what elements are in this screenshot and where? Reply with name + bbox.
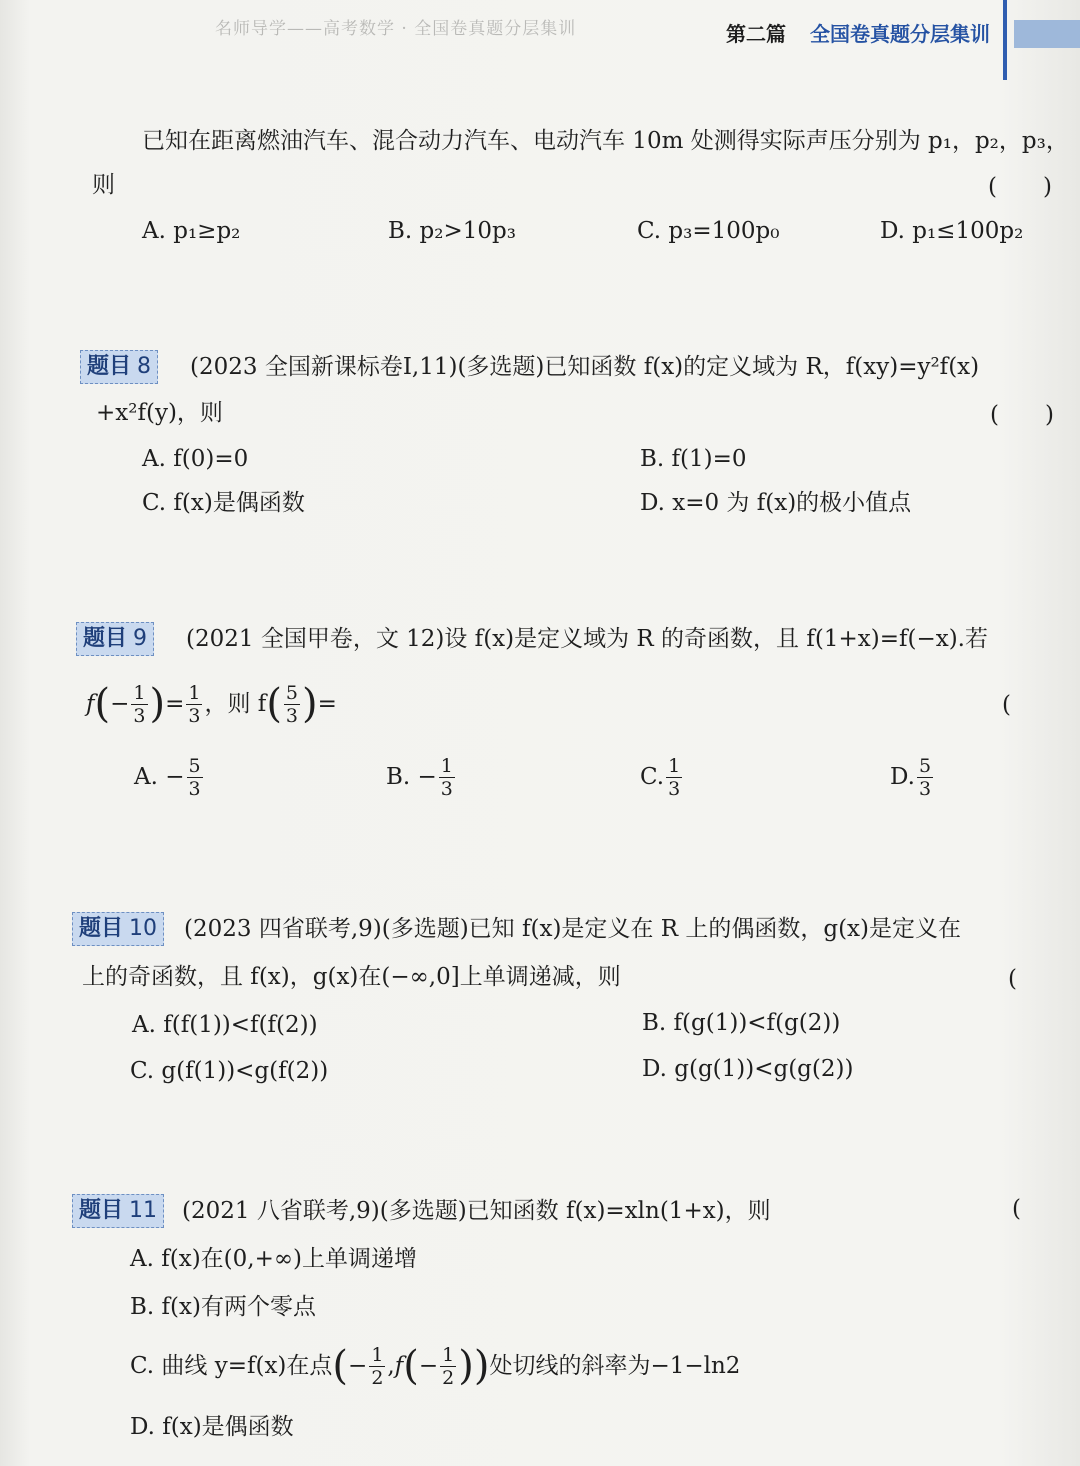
q8-option-d: D. x=0 为 f(x)的极小值点 bbox=[640, 490, 912, 516]
q7-answer-paren: ( ) bbox=[988, 174, 1052, 200]
q8-number: 8 bbox=[137, 354, 152, 379]
q11-c-comma: , bbox=[387, 1353, 395, 1379]
q10-label-box bbox=[72, 912, 164, 946]
q11-c-rparen-outer: ) bbox=[473, 1343, 490, 1389]
q7-stem-line1: 已知在距离燃油汽车、混合动力汽车、电动汽车 10m 处测得实际声压分别为 p₁，p₂，p₃， bbox=[142, 128, 1069, 154]
q9-then: ，则 f bbox=[204, 691, 267, 717]
q9-rparen2: ) bbox=[302, 681, 318, 727]
q7-option-c: C. p₃=100p₀ bbox=[637, 218, 780, 244]
q10-option-b: B. f(g(1))<f(g(2)) bbox=[642, 1010, 841, 1036]
q11-option-a: A. f(x)在(0,+∞)上单调递增 bbox=[130, 1246, 417, 1272]
q11-c-lparen-outer: ( bbox=[332, 1343, 349, 1389]
q9-option-a-label: A. − bbox=[134, 764, 185, 790]
q10-stem-line1: (2023 四省联考,9)(多选题)已知 f(x)是定义在 R 上的偶函数，g(x)是定义在 bbox=[184, 916, 962, 942]
q11-option-d: D. f(x)是偶函数 bbox=[130, 1414, 294, 1440]
q10-stem-line2: 上的奇函数，且 f(x)，g(x)在(−∞,0]上单调递减，则 bbox=[82, 964, 621, 990]
q11-c-f: f bbox=[394, 1353, 404, 1379]
q11-label: 题目 bbox=[79, 1198, 124, 1223]
q11-c-frac-half-b bbox=[440, 1344, 456, 1389]
q9-option-d-label: D. bbox=[890, 764, 915, 790]
q11-stem-line1: (2021 八省联考,9)(多选题)已知函数 f(x)=xln(1+x)，则 bbox=[182, 1198, 771, 1224]
q11-option-b: B. f(x)有两个零点 bbox=[130, 1294, 316, 1320]
q8-label: 题目 bbox=[87, 354, 132, 379]
q7-option-a: A. p₁≥p₂ bbox=[142, 218, 241, 244]
q9-option-a bbox=[134, 752, 205, 802]
q11-number: 11 bbox=[129, 1198, 158, 1223]
header-rule bbox=[1003, 0, 1007, 80]
q9-f1: f bbox=[86, 691, 95, 717]
frac-den: 3 bbox=[188, 777, 201, 800]
q8-option-b: B. f(1)=0 bbox=[640, 446, 747, 472]
frac-den: 3 bbox=[133, 704, 146, 727]
frac-den: 3 bbox=[668, 777, 681, 800]
frac-num: 1 bbox=[668, 754, 681, 777]
frac-num: 1 bbox=[440, 754, 453, 777]
q10-label: 题目 bbox=[79, 916, 124, 941]
q7-option-b: B. p₂>10p₃ bbox=[388, 218, 516, 244]
q11-label-box bbox=[72, 1194, 164, 1228]
q9-eq2: = bbox=[317, 691, 337, 717]
q9-option-c-label: C. bbox=[640, 764, 665, 790]
frac-den: 3 bbox=[918, 777, 932, 800]
bleed-through-header: 名师导学——高考数学 · 全国卷真题分层集训 bbox=[215, 19, 577, 39]
q9-eq1: = bbox=[165, 691, 185, 717]
q9-frac-five-thirds bbox=[284, 682, 300, 727]
frac-den: 3 bbox=[285, 704, 299, 727]
frac-den: 3 bbox=[440, 777, 453, 800]
q8-option-c: C. f(x)是偶函数 bbox=[142, 490, 305, 516]
q8-stem-line1: (2023 全国新课标卷Ⅰ,11)(多选题)已知函数 f(x)的定义域为 R，f(xy)=y²f(x) bbox=[190, 354, 980, 380]
frac-num: 1 bbox=[442, 1343, 455, 1366]
q9-lparen2: ( bbox=[266, 681, 282, 727]
q9-option-c bbox=[640, 752, 684, 802]
q9-stem-line2 bbox=[86, 676, 337, 732]
q10-number: 10 bbox=[129, 916, 158, 941]
q11-c-minus2: − bbox=[418, 1353, 439, 1379]
frac-den: 3 bbox=[188, 704, 201, 727]
frac-num: 1 bbox=[188, 681, 201, 704]
q11-c-frac-half-a bbox=[369, 1344, 385, 1389]
q10-option-d: D. g(g(1))<g(g(2)) bbox=[642, 1056, 854, 1082]
q9-rparen1: ) bbox=[149, 681, 166, 727]
q11-c-lparen-inner: ( bbox=[403, 1343, 419, 1389]
q11-answer-paren: ( bbox=[1012, 1196, 1021, 1222]
q9-option-b-label: B. − bbox=[386, 764, 437, 790]
header-tab bbox=[1014, 20, 1080, 48]
q9-answer-paren: ( bbox=[1002, 692, 1011, 718]
q9-label-box bbox=[76, 622, 154, 656]
q11-c-minus1: − bbox=[348, 1353, 368, 1379]
frac-den: 2 bbox=[442, 1366, 455, 1389]
q9-option-b-frac bbox=[439, 755, 455, 800]
q11-option-c bbox=[130, 1338, 740, 1394]
q9-option-d bbox=[890, 752, 935, 802]
q8-label-box bbox=[80, 350, 158, 384]
q11-option-c-post: 处切线的斜率为−1−ln2 bbox=[489, 1353, 741, 1379]
q8-answer-paren: ( ) bbox=[990, 402, 1054, 428]
frac-num: 5 bbox=[188, 754, 201, 777]
q8-option-a: A. f(0)=0 bbox=[142, 446, 249, 472]
q7-option-d: D. p₁≤100p₂ bbox=[880, 218, 1024, 244]
q9-number: 9 bbox=[133, 626, 148, 651]
q9-option-a-frac bbox=[187, 755, 203, 800]
section-title: 全国卷真题分层集训 bbox=[810, 22, 990, 46]
q9-label: 题目 bbox=[83, 626, 128, 651]
q11-option-c-pre: C. 曲线 y=f(x)在点 bbox=[130, 1353, 333, 1379]
q11-c-rparen-inner: ) bbox=[458, 1343, 474, 1389]
q7-stem-line2: 则 bbox=[92, 172, 115, 198]
q9-lparen1: ( bbox=[94, 681, 111, 727]
q9-option-c-frac bbox=[666, 755, 682, 800]
q9-stem-line1: (2021 全国甲卷，文 12)设 f(x)是定义域为 R 的奇函数，且 f(1+x)=f(−x).若 bbox=[186, 626, 988, 652]
frac-num: 5 bbox=[285, 681, 299, 704]
q9-frac-one-third-b bbox=[186, 682, 202, 727]
q9-option-d-frac bbox=[917, 755, 933, 800]
q8-stem-line2: +x²f(y)，则 bbox=[96, 400, 223, 426]
q9-frac-one-third-a bbox=[131, 682, 147, 727]
q9-minus1: − bbox=[110, 691, 130, 717]
frac-num: 1 bbox=[371, 1343, 384, 1366]
q10-option-a: A. f(f(1))<f(f(2)) bbox=[132, 1012, 318, 1038]
q10-option-c: C. g(f(1))<g(f(2)) bbox=[130, 1058, 329, 1084]
page-header bbox=[0, 0, 1080, 80]
frac-num: 1 bbox=[133, 681, 146, 704]
part-label: 第二篇 bbox=[726, 22, 786, 46]
q10-answer-paren: ( bbox=[1008, 966, 1017, 992]
q9-option-b bbox=[386, 752, 457, 802]
frac-num: 5 bbox=[918, 754, 932, 777]
frac-den: 2 bbox=[371, 1366, 384, 1389]
